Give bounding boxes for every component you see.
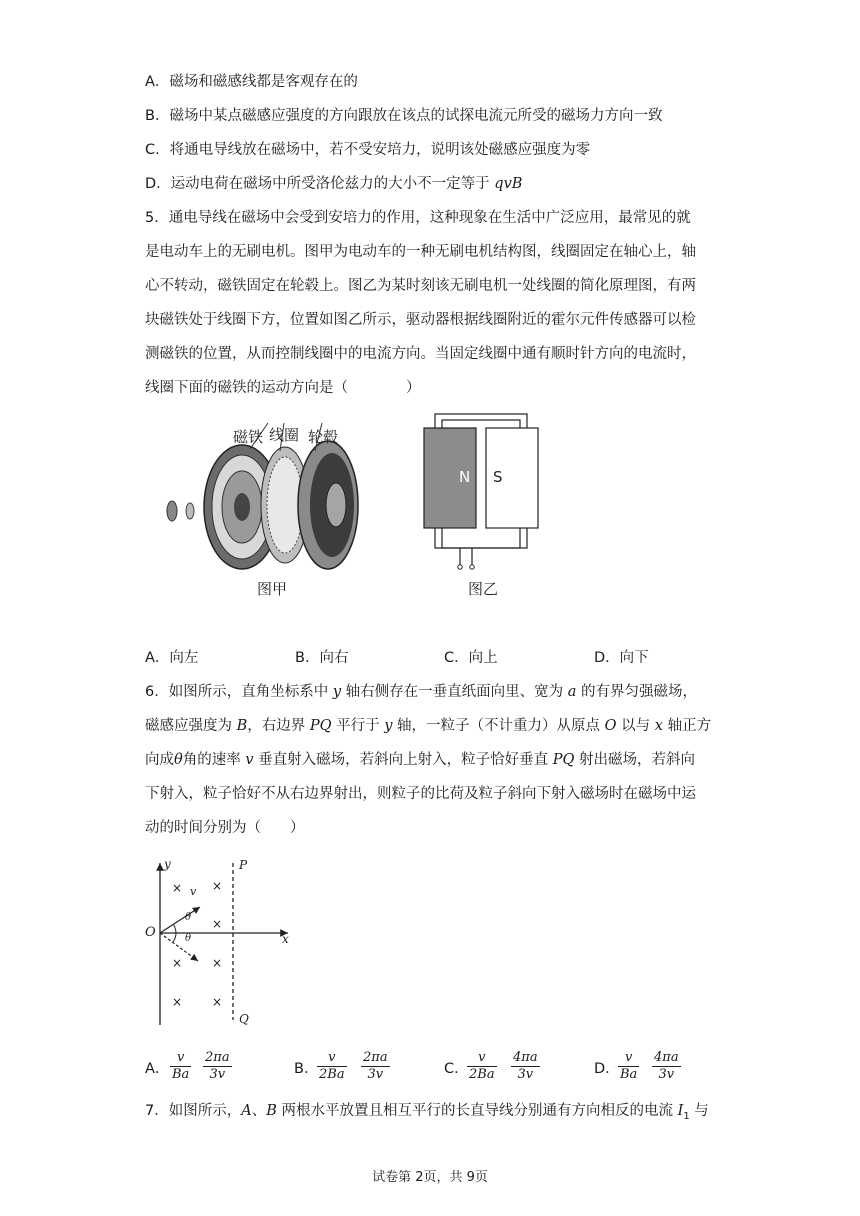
point-p-label: P: [239, 858, 248, 872]
q5-option-b: B．向右: [295, 650, 349, 666]
field-cross: ×: [172, 956, 183, 970]
q5-line-2: 是电动车上的无刷电机。图甲为电动车的一种无刷电机结构图，线圈固定在轴心上，轴: [145, 244, 696, 260]
y-axis-label: y: [164, 857, 171, 871]
q5-line-6: 线圈下面的磁铁的运动方向是（ ）: [145, 380, 421, 396]
q5-option-c: C．向上: [444, 650, 498, 666]
velocity-label: v: [190, 885, 197, 898]
q4-option-c: C．将通电导线放在磁场中，若不受安培力，说明该处磁感应强度为零: [145, 142, 591, 158]
theta-upper-label: θ: [185, 912, 192, 923]
field-cross: ×: [212, 879, 223, 893]
motor-exploded-figure: [150, 415, 380, 575]
field-cross: ×: [212, 917, 223, 931]
x-axis-label: x: [282, 932, 289, 946]
theta-lower-label: θ: [185, 933, 192, 944]
field-cross: ×: [172, 995, 183, 1009]
q6-line-3: 向成θ角的速率 v 垂直射入磁场，若斜向上射入，粒子恰好垂直 PQ 射出磁场，若斜向: [145, 752, 696, 768]
q5-option-d: D．向下: [594, 650, 649, 666]
point-q-label: Q: [239, 1012, 249, 1026]
coil-magnet-diagram: [420, 410, 550, 575]
q6-line-5: 动的时间分别为（ ）: [145, 820, 305, 836]
q4-option-b: B．磁场中某点磁感应强度的方向跟放在该点的试探电流元所受的磁场力方向一致: [145, 108, 663, 124]
label-hub: 轮毂: [308, 428, 339, 446]
q4-option-a: A．磁场和磁感线都是客观存在的: [145, 74, 358, 90]
q6-line-4: 下射入，粒子恰好不从右边界射出，则粒子的比荷及粒子斜向下射入磁场时在磁场中运: [145, 786, 696, 802]
q4-option-d: D．运动电荷在磁场中所受洛伦兹力的大小不一定等于 qvB: [145, 176, 523, 192]
q5-line-3: 心不转动，磁铁固定在轮毂上。图乙为某时刻该无刷电机一处线圈的简化原理图，有两: [145, 278, 696, 294]
magnet-n-label: N: [459, 468, 471, 486]
q5-line-1: 5．通电导线在磁场中会受到安培力的作用，这种现象在生活中广泛应用，最常见的就: [145, 210, 691, 226]
q5-option-a: A．向左: [145, 650, 199, 666]
q7-line-1: 7．如图所示，A、B 两根水平放置且相互平行的长直导线分别通有方向相反的电流 $I_1$ 与: [145, 1103, 709, 1122]
label-coil: 线圈: [269, 426, 300, 444]
page-footer: 试卷第 2页，共 9页: [372, 1170, 488, 1185]
q5-line-4: 块磁铁处于线圈下方，位置如图乙所示，驱动器根据线圈附近的霍尔元件传感器可以检: [145, 312, 696, 328]
origin-label: O: [145, 925, 156, 940]
field-cross: ×: [212, 995, 223, 1009]
field-cross: ×: [172, 881, 183, 895]
label-magnet: 磁铁: [233, 428, 264, 446]
q6-line-1: 6．如图所示，直角坐标系中 y 轴右侧存在一垂直纸面向里、宽为 a 的有界匀强磁场，: [145, 684, 698, 700]
figure-jia-caption: 图甲: [257, 580, 288, 598]
q5-line-5: 测磁铁的位置，从而控制线圈中的电流方向。当固定线圈中通有顺时针方向的电流时，: [145, 346, 696, 362]
q6-line-2: 磁感应强度为 B，右边界 PQ 平行于 y 轴，一粒子（不计重力）从原点 O 以与 x 轴正方: [145, 718, 712, 734]
field-cross: ×: [212, 956, 223, 970]
magnet-s-label: S: [493, 468, 503, 486]
figure-yi-caption: 图乙: [468, 580, 499, 598]
